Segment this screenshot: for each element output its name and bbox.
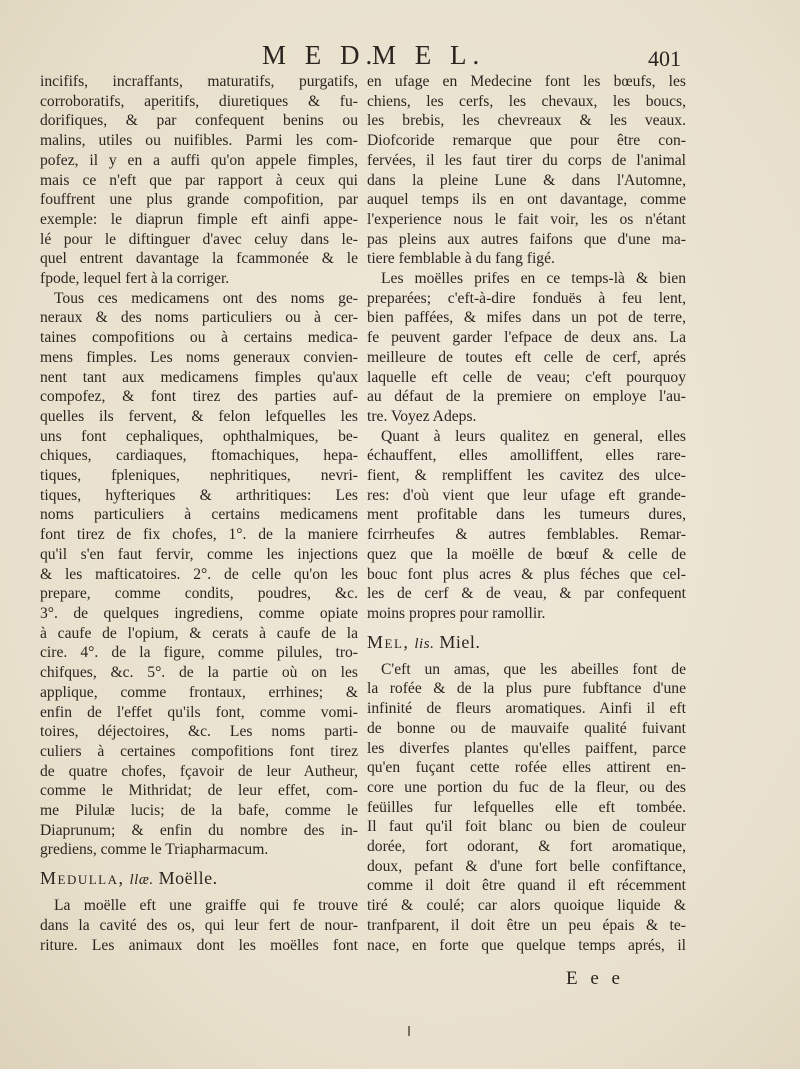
text-line: tiré & coulé; car alors quoique liquide & — [367, 897, 686, 915]
running-head-right: M E L. — [372, 40, 486, 70]
text-line: bouc font plus acres & plus féches que cel- — [367, 565, 686, 583]
text-line: laquelle eft celle de veau; c'eft pourquoy — [367, 368, 686, 386]
text-line: uns font cephaliques, ophthalmiques, be- — [40, 427, 358, 445]
text-line: auquel temps ils en ont davantage, comme — [367, 191, 686, 209]
text-line: pofez, il y en a auffi qu'on appele fimples, — [40, 151, 358, 169]
text-line: les de cerf & de veau, & par confequent — [367, 585, 686, 603]
text-line: la rofée & de la plus pure fubftance d'une — [367, 680, 686, 698]
text-line: & les mafticatoires. 2°. de celle qu'on les — [40, 565, 358, 583]
text-line: riture. Les animaux dont les moëlles font — [40, 936, 358, 954]
text-line: comme le Mithridat; de leur effet, com- — [40, 782, 358, 800]
text-line: me Pilulæ lucis; de la bafe, comme le — [40, 802, 358, 820]
entry-translation: Miel. — [439, 631, 481, 652]
text-line: nace, en forte que quelque temps aprés, il — [367, 936, 686, 954]
text-line: 3°. de quelques ingrediens, comme opiate — [40, 604, 358, 622]
left-column — [40, 72, 358, 955]
text-line: de bonne ou de mauvaife qualité fuivant — [367, 719, 686, 737]
text-line: l'experience nous le fait voir, les os n'étant — [367, 210, 686, 228]
page-mark — [408, 1026, 410, 1036]
entry-heading — [367, 630, 686, 656]
text-line: Quant à leurs qualitez en general, elles — [381, 427, 686, 445]
text-line: quez que la moëlle de bœuf & celle de — [367, 545, 686, 563]
text-line: mens fimples. Les noms generaux convien- — [40, 348, 358, 366]
text-line: feüilles fur lefquelles elle eft tombée. — [367, 798, 686, 816]
text-line: neraux & des noms particuliers ou à cer- — [40, 309, 358, 327]
text-line: dorée, fort odorant, & fort aromatique, — [367, 838, 686, 856]
text-line: bien paffées, & mifes dans un pot de terre, — [367, 309, 686, 327]
text-line: C'eft un amas, que les abeilles font de — [381, 660, 686, 678]
text-line: qu'il s'en faut fervir, comme les injections — [40, 545, 358, 563]
text-line: nent tant aux medicamens fimples qu'aux — [40, 368, 358, 386]
text-line: chiens, les cerfs, les chevaux, les boucs, — [367, 92, 686, 110]
text-line: fient, & rempliffent les cavitez des ulce- — [367, 467, 686, 485]
text-line: fpode, lequel fert à la corriger. — [40, 270, 230, 288]
text-line: chiques, cardiaques, ftomachiques, hepa- — [40, 447, 358, 465]
text-line: compofez, & font tirez des parties auf- — [40, 388, 358, 406]
entry-genitive: lis. — [414, 635, 435, 652]
text-line: qu'en fuçant cette rofée elles attirent en- — [367, 759, 686, 777]
text-line: font tirez de fix chofes, 1°. de la maniere — [40, 526, 358, 544]
text-line: fcirrheufes & autres femblables. Remar- — [367, 526, 686, 544]
text-line: culiers à certaines compofitions font tirez — [40, 742, 358, 760]
text-line: fe peuvent garder l'efpace de deux ans. La — [367, 329, 686, 347]
text-line: Diaprunum; & enfin du nombre des in- — [40, 821, 358, 839]
text-line: toires, déjectoires, &c. Les noms parti- — [40, 723, 358, 741]
text-line: doux, pefant & d'une fort belle confiftance, — [367, 857, 686, 875]
text-line: moins propres pour ramollir. — [367, 604, 546, 622]
page-number: 401 — [648, 46, 681, 71]
entry-headword: Medulla, — [40, 868, 125, 889]
text-line: applique, comme frontaux, errhines; & — [40, 683, 358, 701]
text-line: malins, utiles ou nuifibles. Parmi les com- — [40, 132, 358, 150]
text-line: tranfparent, il doit être un peu épais & te- — [367, 916, 686, 934]
text-line: La moëlle eft une graiffe qui fe trouve — [54, 897, 358, 915]
entry-genitive: llæ. — [129, 872, 154, 889]
text-line: tre. Voyez Adeps. — [367, 407, 477, 425]
text-line: Il faut qu'il foit blanc ou bien de couleur — [367, 818, 686, 836]
text-line: lé pour le diftinguer d'avec celuy dans le- — [40, 230, 358, 248]
right-column — [367, 72, 686, 955]
text-line: infinité de fleurs aromatiques. Ainfi il eft — [367, 700, 686, 718]
text-line: dans la cavité des os, qui leur fert de nour- — [40, 916, 358, 934]
text-line: noms particuliers à certains medicamens — [40, 506, 358, 524]
text-line: prepare, comme condits, poudres, &c. — [40, 585, 358, 603]
text-line: tiere femblable à du fang figé. — [367, 250, 555, 268]
text-line: preparées; c'eft-à-dire fonduës à feu lent, — [367, 289, 686, 307]
text-line: quelles ils fervent, & felon lefquelles les — [40, 407, 358, 425]
text-line: mais ce n'eft que par rapport à ceux qui — [40, 171, 358, 189]
text-line: exemple: le diaprun fimple eft ainfi appe- — [40, 210, 358, 228]
text-line: tiques, hyfteriques & arthritiques: Les — [40, 486, 358, 504]
entry-translation: Moëlle. — [158, 868, 218, 889]
text-line: quel entrent davantage la fcammonée & le — [40, 250, 358, 268]
text-line: core une portion du fuc de la fleur, ou des — [367, 778, 686, 796]
text-line: Tous ces medicamens ont des noms ge- — [54, 289, 358, 307]
text-line: enfin de l'effet qu'ils font, comme vomi- — [40, 703, 358, 721]
text-line: pas pleins aux autres faifons que d'une ma- — [367, 230, 686, 248]
running-head-left: M E D. — [262, 40, 379, 70]
text-line: les diverfes plantes qu'elles paiffent, parce — [367, 739, 686, 757]
text-line: taines compofitions ou à certains medica- — [40, 329, 358, 347]
text-line: chifques, &c. 5°. de la partie où on les — [40, 664, 358, 682]
text-line: à caufe de l'opium, & cerats à caufe de la — [40, 624, 358, 642]
text-line: en ufage en Medecine font les bœufs, les — [367, 73, 686, 90]
text-line: cire. 4°. de la figure, comme pilules, tro- — [40, 644, 358, 662]
text-line: grediens, comme le Triapharmacum. — [40, 841, 269, 859]
text-line: dans la pleine Lune & dans l'Automne, — [367, 171, 686, 189]
text-line: de quatre chofes, fçavoir de leur Autheur, — [40, 762, 358, 780]
text-line: incififs, incraffants, maturatifs, purgatifs, — [40, 73, 358, 90]
text-line: comme il doit être quand il eft récemment — [367, 877, 686, 895]
text-line: dorifiques, & par confequent benins ou — [40, 112, 358, 130]
catchword: E e e — [566, 968, 624, 989]
text-line: Les moëlles prifes en ce temps-là & bien — [381, 270, 686, 288]
text-line: corroboratifs, aperitifs, diuretiques & fu- — [40, 92, 358, 110]
text-line: tiques, fpleniques, nephritiques, nevri- — [40, 467, 358, 485]
text-line: meilleure de toutes eft celle de cerf, aprés — [367, 348, 686, 366]
text-line: Diofcoride remarque que pour être con- — [367, 132, 686, 150]
text-line: res: d'où vient que leur ufage eft grande- — [367, 486, 686, 504]
text-line: échauffent, elles amolliffent, elles rare- — [367, 447, 686, 465]
entry-heading — [40, 866, 358, 892]
text-line: les brebis, les chevreaux & les veaux. — [367, 112, 686, 130]
text-line: fouffrent une plus grande compofition, par — [40, 191, 358, 209]
text-line: fervées, il les faut tirer du corps de l'animal — [367, 151, 686, 169]
text-line: au défaut de la premiere on employe l'au- — [367, 388, 686, 406]
text-line: ment profitable dans les tumeurs dures, — [367, 506, 686, 524]
entry-headword: Mel, — [367, 631, 410, 652]
